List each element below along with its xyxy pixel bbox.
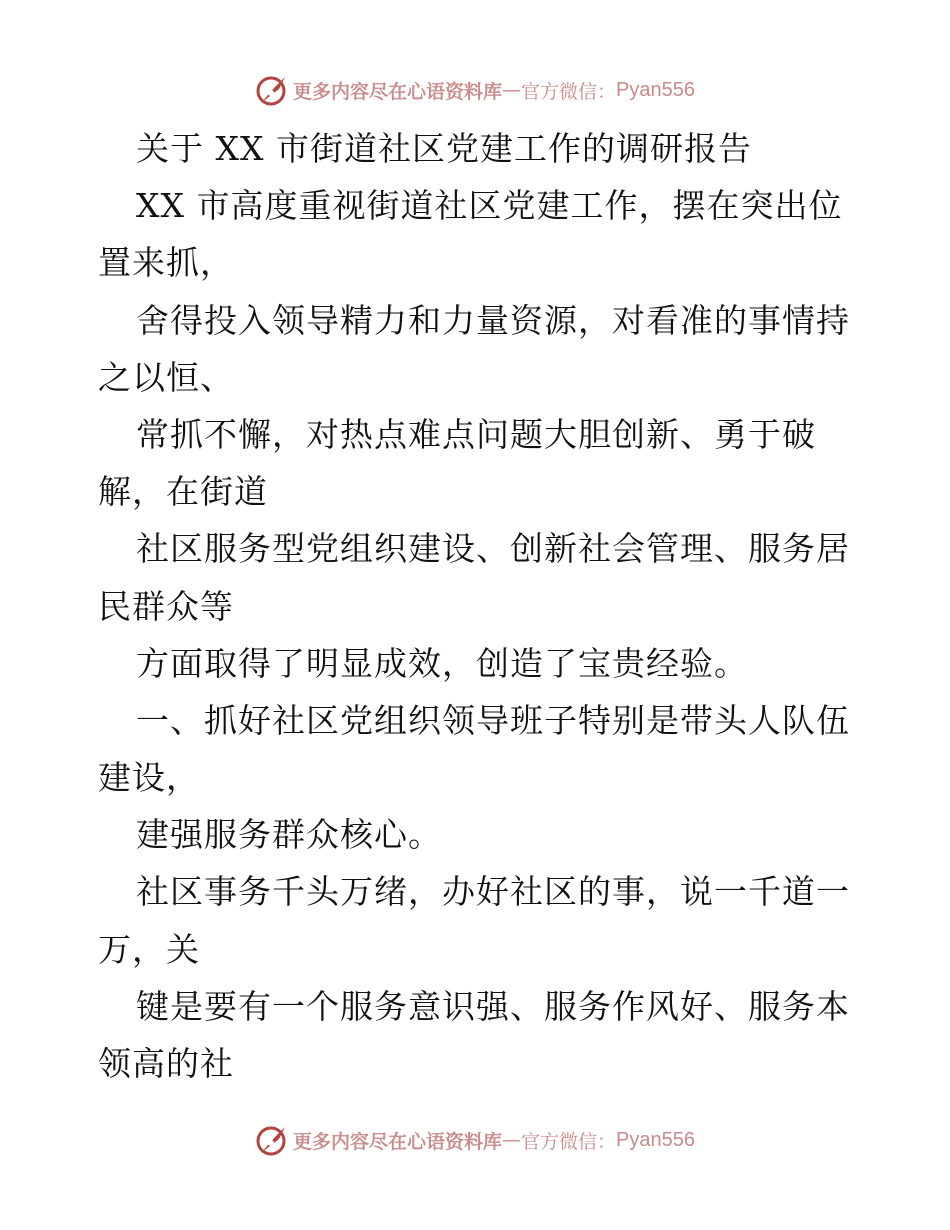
section-heading-line: 一、抓好社区党组织领导班子特别是带头人队伍 [136,700,850,740]
watermark-brand: 更多内容尽在心语资料库 [293,1130,503,1153]
paragraph-line: XX 市高度重视街道社区党建工作，摆在突出位 [136,186,843,226]
section-heading-line: 建设， [98,758,200,798]
document-body [98,120,858,1092]
watermark-brand: 更多内容尽在心语资料库 [293,80,503,103]
paragraph-line: 常抓不懈，对热点难点问题大胆创新、勇于破 [136,414,816,454]
header-watermark [0,70,950,110]
paragraph-line: 方面取得了明显成效，创造了宝贵经验。 [136,643,748,683]
quill-pen-logo-icon [255,73,289,107]
quill-pen-logo-icon [255,1123,289,1157]
paragraph-line: 万，关 [98,929,200,969]
paragraph-line: 领高的社 [98,1044,234,1083]
paragraph-line: 解，在街道 [98,472,268,512]
footer-watermark [0,1120,950,1160]
watermark-wechat-id: Pyan556 [616,78,695,101]
paragraph-line: 社区事务千头万绪，办好社区的事，说一千道一 [136,872,850,912]
paragraph-line: 键是要有一个服务意识强、服务作风好、服务本 [136,986,850,1026]
paragraph-line: 之以恒、 [98,357,234,397]
paragraph-line: 民群众等 [98,586,234,626]
watermark-wechat-label: 官方微信： [521,80,617,103]
watermark-wechat-label: 官方微信： [521,1130,617,1153]
paragraph-line: 社区服务型党组织建设、创新社会管理、服务居 [136,529,850,569]
paragraph-line: 置来抓， [98,243,234,283]
watermark-wechat-id: Pyan556 [616,1128,695,1151]
watermark-dash: — [502,79,522,101]
document-title-line: 关于 XX 市街道社区党建工作的调研报告 [136,129,752,168]
paragraph-line: 舍得投入领导精力和力量资源，对看准的事情持 [136,300,850,340]
paragraph-line: 建强服务群众核心。 [136,815,442,855]
watermark-dash: — [502,1129,522,1151]
